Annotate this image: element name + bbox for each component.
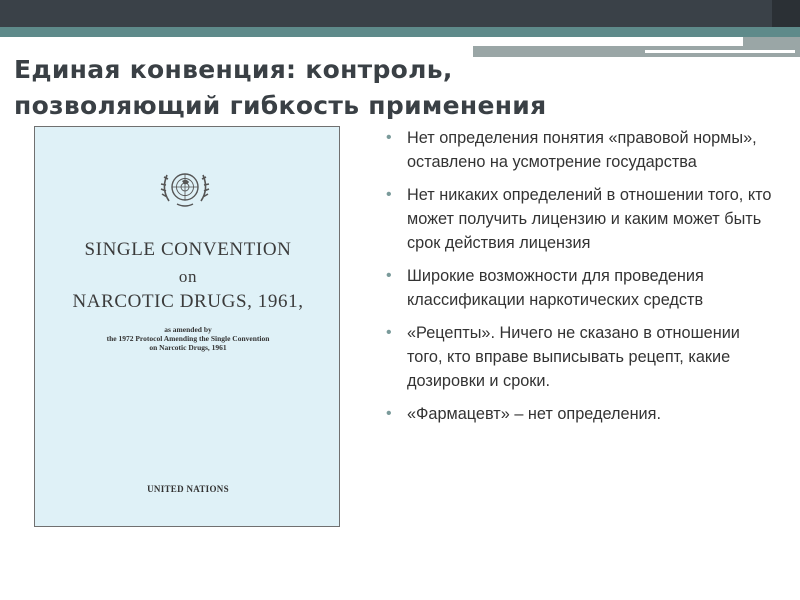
list-item-text: «Рецепты». Ничего не сказано в отношении того, кто вправе выписывать рецепт, какие дозировки и сроки.	[407, 324, 740, 390]
bullet-icon: •	[386, 405, 392, 422]
list-item	[384, 321, 774, 393]
header-band-dark	[0, 0, 800, 27]
cover-note	[35, 325, 341, 352]
list-item	[384, 264, 774, 312]
bullet-icon: •	[386, 186, 392, 203]
list-item	[384, 402, 774, 426]
cover-note-line3: on Narcotic Drugs, 1961	[149, 343, 227, 352]
cover-title-line3: NARCOTIC DRUGS, 1961,	[72, 291, 304, 312]
list-item-text: Широкие возможности для проведения классификации наркотических средств	[407, 267, 704, 309]
bullet-icon: •	[386, 324, 392, 341]
bullet-icon: •	[386, 267, 392, 284]
list-item	[384, 126, 774, 174]
cover-note-line2: the 1972 Protocol Amending the Single Convention	[106, 334, 270, 343]
header-corner	[772, 0, 800, 27]
un-emblem-icon	[157, 167, 213, 213]
cover-note-line1: as amended by	[164, 325, 212, 334]
cover-title-on: on	[178, 267, 198, 286]
header-band-teal	[0, 27, 800, 37]
cover-title-line1: SINGLE CONVENTION	[84, 239, 292, 260]
slide-title	[14, 52, 754, 124]
list-item-text: «Фармацевт» – нет определения.	[407, 405, 661, 423]
list-item	[384, 183, 774, 255]
slide-title-line2: позволяющий гибкость применения	[14, 91, 547, 120]
header-band-white-right	[473, 37, 743, 46]
bullet-list	[384, 126, 774, 435]
cover-publisher: UNITED NATIONS	[147, 484, 229, 494]
bullet-icon: •	[386, 129, 392, 146]
list-item-text: Нет никаких определений в отношении того, кто может получить лицензию и каким может быть срок действия лицензия	[407, 186, 772, 252]
book-cover-image	[34, 126, 340, 527]
list-item-text: Нет определения понятия «правовой нормы», оставлено на усмотрение государства	[407, 129, 757, 171]
slide-title-line1: Единая конвенция: контроль,	[14, 55, 453, 84]
